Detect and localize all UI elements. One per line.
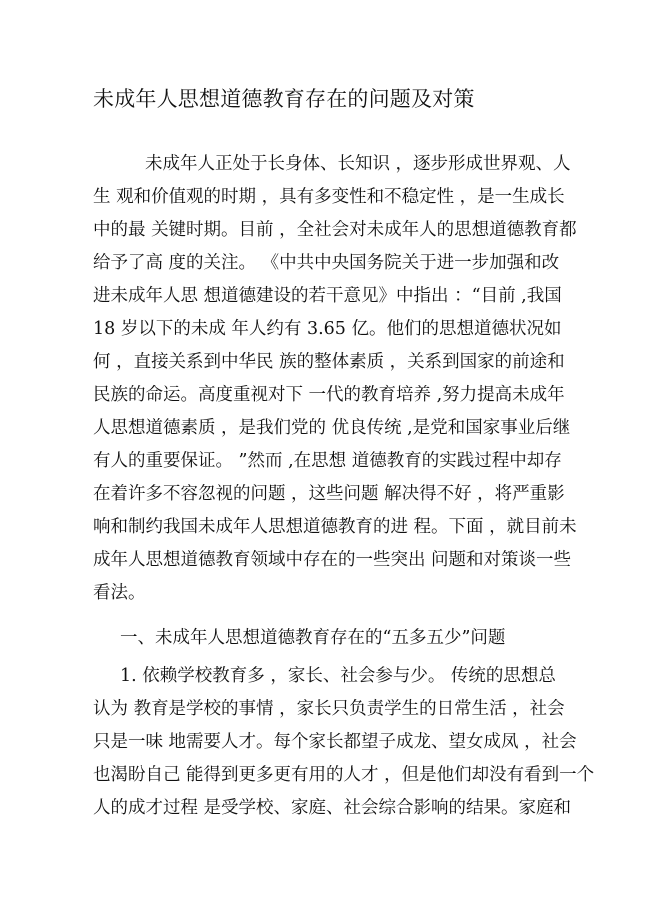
paragraph-line: 民族的命运。高度重视对下 一代的教育培养 ,努力提高未成年 (93, 385, 565, 405)
paragraph-line: 中的最 关键时期。目前 ，全社会对未成年人的思想道德教育都 (93, 220, 577, 240)
paragraph-line: 响和制约我国未成年人思想道德教育的进 程。下面 ，就目前未 (93, 517, 577, 537)
paragraph-line: 给予了高 度的关注。 《中共中央国务院关于进一步加强和改 (93, 253, 560, 273)
paragraph-line: 生 观和价值观的时期 ，具有多变性和不稳定性 ，是一生成长 (93, 187, 565, 207)
paragraph-line: 人的成才过程 是受学校、家庭、社会综合影响的结果。家庭和 (93, 798, 572, 818)
paragraph-line: 未成年人正处于长身体、长知识 ，逐步形成世界观、人 (145, 154, 571, 174)
paragraph-line: 进未成年人思 想道德建设的若干意见》中指出 ：“目前 ,我国 (93, 286, 562, 306)
paragraph-line: 认为 教育是学校的事情 ，家长只负责学生的日常生活 ，社会 (93, 699, 565, 719)
paragraph-line: 成年人思想道德教育领域中存在的一些突出 问题和对策谈一些 (93, 550, 572, 570)
paragraph-line: 只是一味 地需要人才。每个家长都望子成龙、望女成凤 ，社会 (93, 732, 577, 752)
paragraph-line: 也渴盼自己 能得到更多更有用的人才 ，但是他们却没有看到一个 (93, 765, 595, 785)
paragraph-line: 何 ，直接关系到中华民 族的整体素质 ，关系到国家的前途和 (93, 352, 565, 372)
document-title: 未成年人思想道德教育存在的问题及对策 (93, 87, 475, 111)
paragraph-line: 人思想道德素质 ，是我们党的 优良传统 ,是党和国家事业后继 (93, 418, 571, 438)
section-heading: 一、未成年人思想道德教育存在的“五多五少”问题 (120, 628, 506, 648)
paragraph-line: 看法。 (93, 583, 146, 603)
paragraph-line: 有人的重要保证。 ”然而 ,在思想 道德教育的实践过程中却存 (93, 451, 562, 471)
paragraph-line: 18 岁以下的未成 年人约有 3.65 亿。他们的思想道德状况如 (93, 319, 562, 339)
paragraph-line: 1. 依赖学校教育多 ，家长、社会参与少。 传统的思想总 (120, 666, 556, 686)
paragraph-line: 在着许多不容忽视的问题 ，这些问题 解决得不好 ，将严重影 (93, 484, 565, 504)
